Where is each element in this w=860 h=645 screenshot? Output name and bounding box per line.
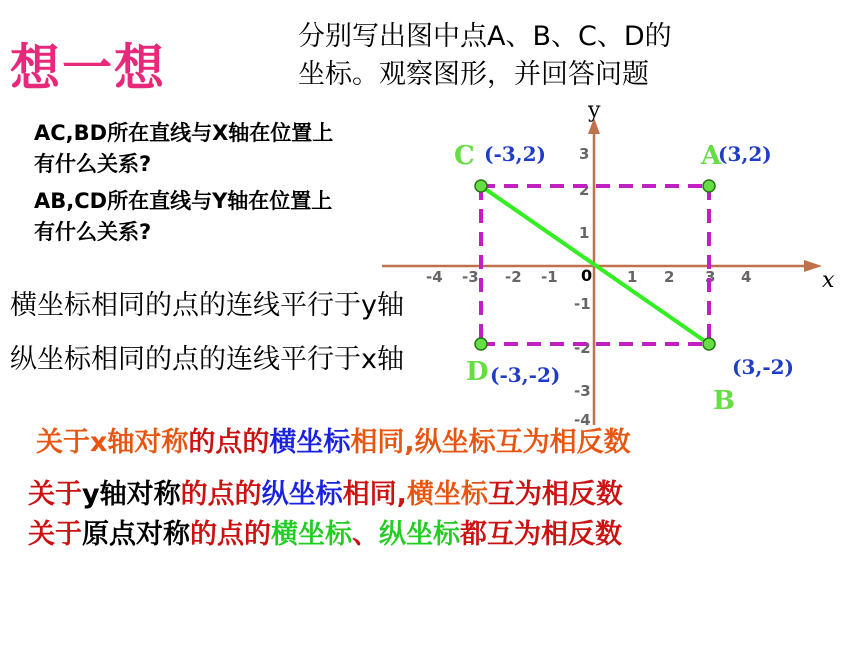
rule-segment: 关于 bbox=[28, 479, 82, 510]
prompt-line-2: 坐标。观察图形，并回答问题 bbox=[298, 59, 649, 90]
y-tick: -1 bbox=[574, 295, 591, 313]
rule-segment: 横坐标 bbox=[271, 519, 352, 550]
y-tick: -2 bbox=[574, 339, 591, 357]
x-tick: -2 bbox=[505, 268, 522, 286]
rule-origin-symmetry bbox=[28, 512, 622, 551]
x-axis-arrow-icon bbox=[804, 260, 822, 272]
y-tick: -4 bbox=[574, 411, 591, 429]
prompt-line-1: 分别写出图中点A、B、C、D的 bbox=[298, 21, 672, 52]
coord-label-d: (-3,-2) bbox=[490, 363, 561, 387]
rule-segment: 互为相反数 bbox=[495, 427, 631, 458]
y-tick: 3 bbox=[579, 145, 590, 163]
point-b bbox=[703, 338, 715, 350]
y-tick: 1 bbox=[579, 224, 590, 242]
x-axis-label: x bbox=[822, 268, 835, 293]
x-tick: -4 bbox=[426, 268, 443, 286]
rule-segment: 的点的 bbox=[190, 519, 271, 550]
question-2-line-2: 有什么关系? bbox=[34, 220, 152, 244]
x-tick: 1 bbox=[627, 268, 638, 286]
rule-segment: y轴对称 bbox=[82, 479, 181, 510]
question-1-line-2: 有什么关系? bbox=[34, 152, 152, 176]
y-tick: -3 bbox=[574, 382, 591, 400]
rule-segment: 都互为相反数 bbox=[460, 519, 622, 550]
rule-segment: 相同, bbox=[342, 479, 407, 510]
point-a bbox=[703, 180, 715, 192]
origin-label: 0 bbox=[581, 266, 593, 285]
point-d bbox=[475, 338, 487, 350]
rule-segment: 、 bbox=[352, 519, 379, 550]
y-tick: 2 bbox=[579, 181, 590, 199]
rule-y-axis-symmetry bbox=[28, 472, 623, 511]
coord-label-b: (3,-2) bbox=[732, 355, 795, 379]
question-2-line-1: AB,CD所在直线与Y轴在位置上 bbox=[34, 189, 333, 213]
point-label-b: B bbox=[713, 386, 735, 416]
x-tick: -1 bbox=[541, 268, 558, 286]
point-label-a: A bbox=[701, 141, 722, 171]
x-tick: 2 bbox=[664, 268, 675, 286]
conclusion-1: 横坐标相同的点的连线平行于y轴 bbox=[10, 290, 404, 321]
page-title: 想一想 bbox=[10, 39, 166, 97]
rule-segment: 关于x轴对称 bbox=[36, 427, 189, 458]
rule-segment: 原点对称 bbox=[82, 519, 190, 550]
rule-segment: 互为相反数 bbox=[487, 479, 623, 510]
rule-x-axis-symmetry bbox=[36, 420, 631, 459]
rule-segment: 的点的 bbox=[180, 479, 262, 510]
y-axis-label: y bbox=[588, 98, 601, 123]
rule-segment: 纵坐标 bbox=[379, 519, 460, 550]
point-label-c: C bbox=[454, 141, 475, 171]
rule-segment: 横坐标 bbox=[269, 427, 351, 458]
point-c bbox=[475, 180, 487, 192]
rule-segment: 的点的 bbox=[188, 427, 270, 458]
x-tick: 3 bbox=[705, 268, 716, 286]
coord-label-a: (3,2) bbox=[718, 142, 772, 166]
x-tick: 4 bbox=[741, 268, 752, 286]
rule-segment: 纵坐标 bbox=[414, 427, 496, 458]
point-label-d: D bbox=[466, 357, 489, 387]
x-tick: -3 bbox=[462, 268, 479, 286]
coord-label-c: (-3,2) bbox=[484, 142, 547, 166]
conclusion-2: 纵坐标相同的点的连线平行于x轴 bbox=[10, 344, 404, 375]
rule-segment: 关于 bbox=[28, 519, 82, 550]
rule-segment: 纵坐标 bbox=[261, 479, 343, 510]
rule-segment: 横坐标 bbox=[406, 479, 488, 510]
rule-segment: 相同, bbox=[350, 427, 415, 458]
question-1-line-1: AC,BD所在直线与X轴在位置上 bbox=[34, 121, 334, 145]
